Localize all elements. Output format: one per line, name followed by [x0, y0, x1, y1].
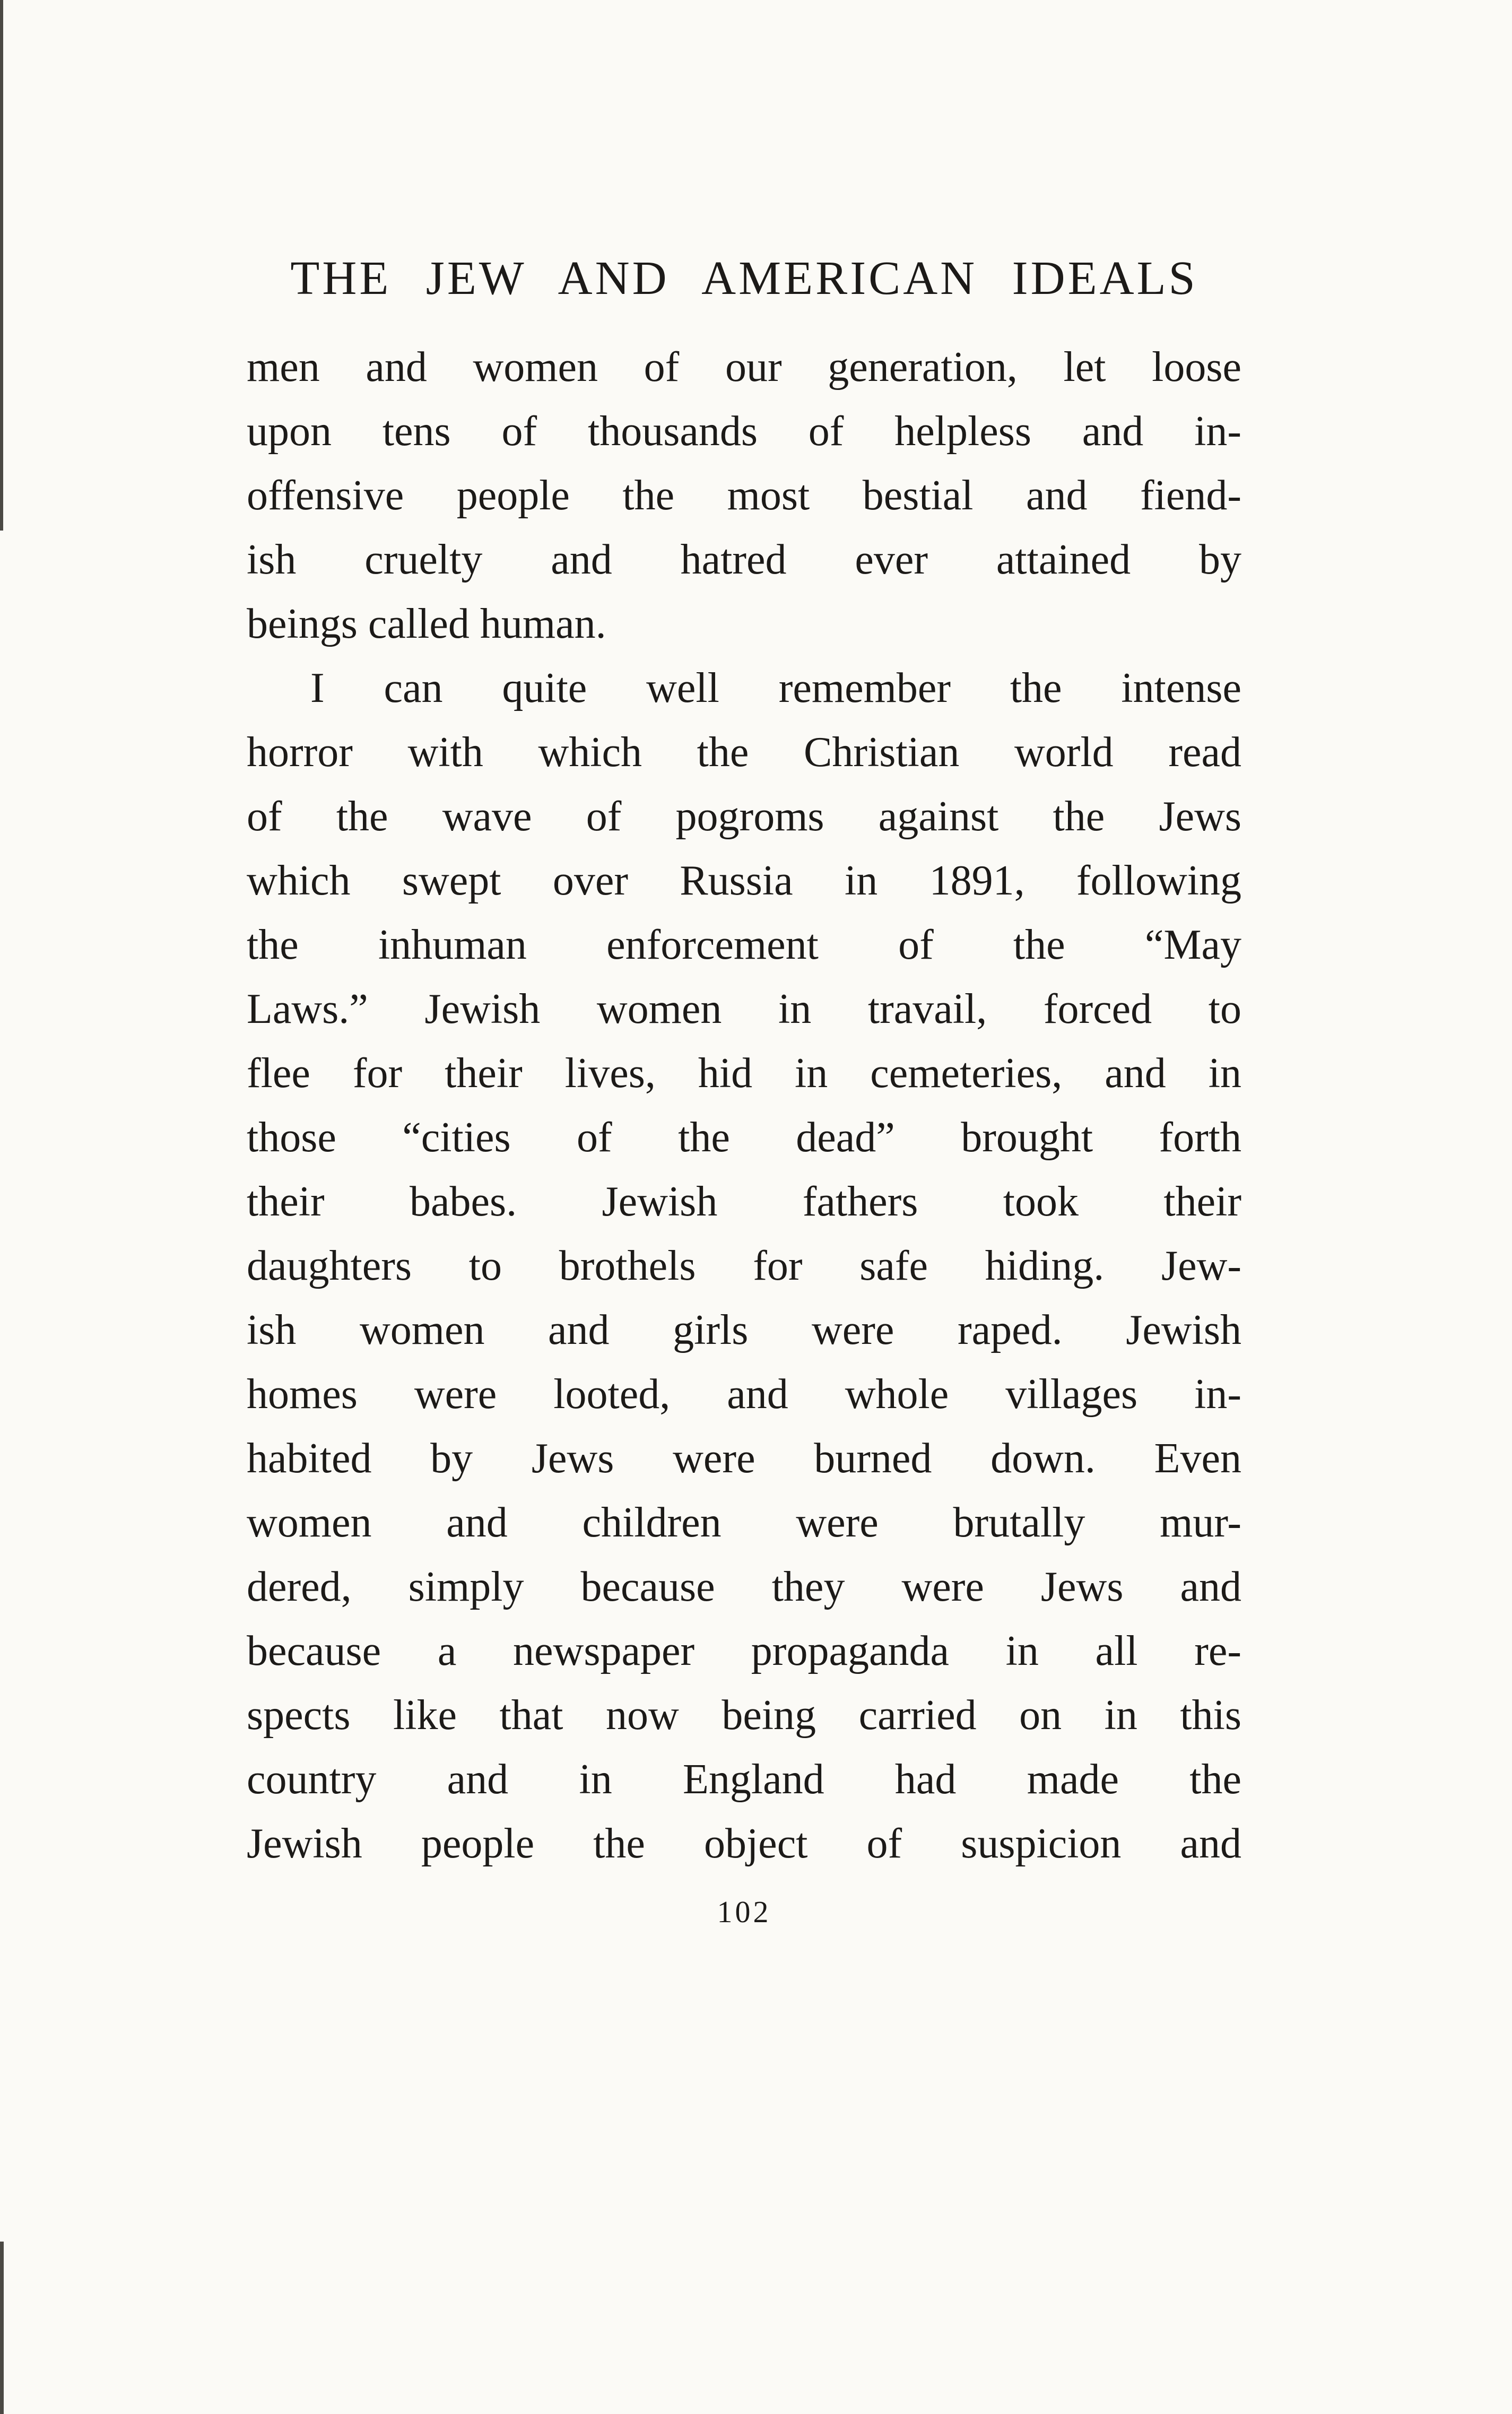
text-line: flee for their lives, hid in cemeteries, and in: [247, 1050, 1241, 1097]
text-line: horror with which the Christian world read: [247, 729, 1241, 776]
text-line: offensive people the most bestial and fiend-: [247, 472, 1241, 519]
scan-edge-artifact: [0, 2242, 4, 2414]
text-line: dered, simply because they were Jews and: [247, 1564, 1241, 1610]
text-line: beings called human.: [247, 601, 606, 647]
text-line: those “cities of the dead” brought forth: [247, 1114, 1241, 1161]
text-line: which swept over Russia in 1891, following: [247, 857, 1241, 904]
text-line: homes were looted, and whole villages in-: [247, 1371, 1241, 1418]
text-line: Jewish people the object of suspicion and: [247, 1820, 1241, 1867]
text-line: habited by Jews were burned down. Even: [247, 1435, 1241, 1482]
text-line: Laws.” Jewish women in travail, forced to: [247, 986, 1241, 1032]
text-line: because a newspaper propaganda in all re-: [247, 1628, 1241, 1674]
text-line: the inhuman enforcement of the “May: [247, 922, 1241, 968]
text-column: [247, 249, 1241, 1930]
text-line: men and women of our generation, let loose: [247, 344, 1241, 390]
text-line: of the wave of pogroms against the Jews: [247, 793, 1241, 840]
text-line: upon tens of thousands of helpless and in-: [247, 408, 1241, 455]
text-line: their babes. Jewish fathers took their: [247, 1178, 1241, 1225]
text-line: spects like that now being carried on in this: [247, 1692, 1241, 1739]
text-line: I can quite well remember the intense: [310, 665, 1241, 711]
text-line: daughters to brothels for safe hiding. Jew-: [247, 1243, 1241, 1289]
body-text: [247, 335, 1241, 1876]
text-line: ish women and girls were raped. Jewish: [247, 1307, 1241, 1353]
text-line: country and in England had made the: [247, 1756, 1241, 1803]
page-number: 102: [717, 1895, 771, 1929]
scan-edge-artifact: [0, 0, 3, 531]
running-header: THE JEW AND AMERICAN IDEALS: [290, 252, 1198, 305]
text-line: women and children were brutally mur-: [247, 1499, 1241, 1546]
text-line: ish cruelty and hatred ever attained by: [247, 536, 1241, 583]
